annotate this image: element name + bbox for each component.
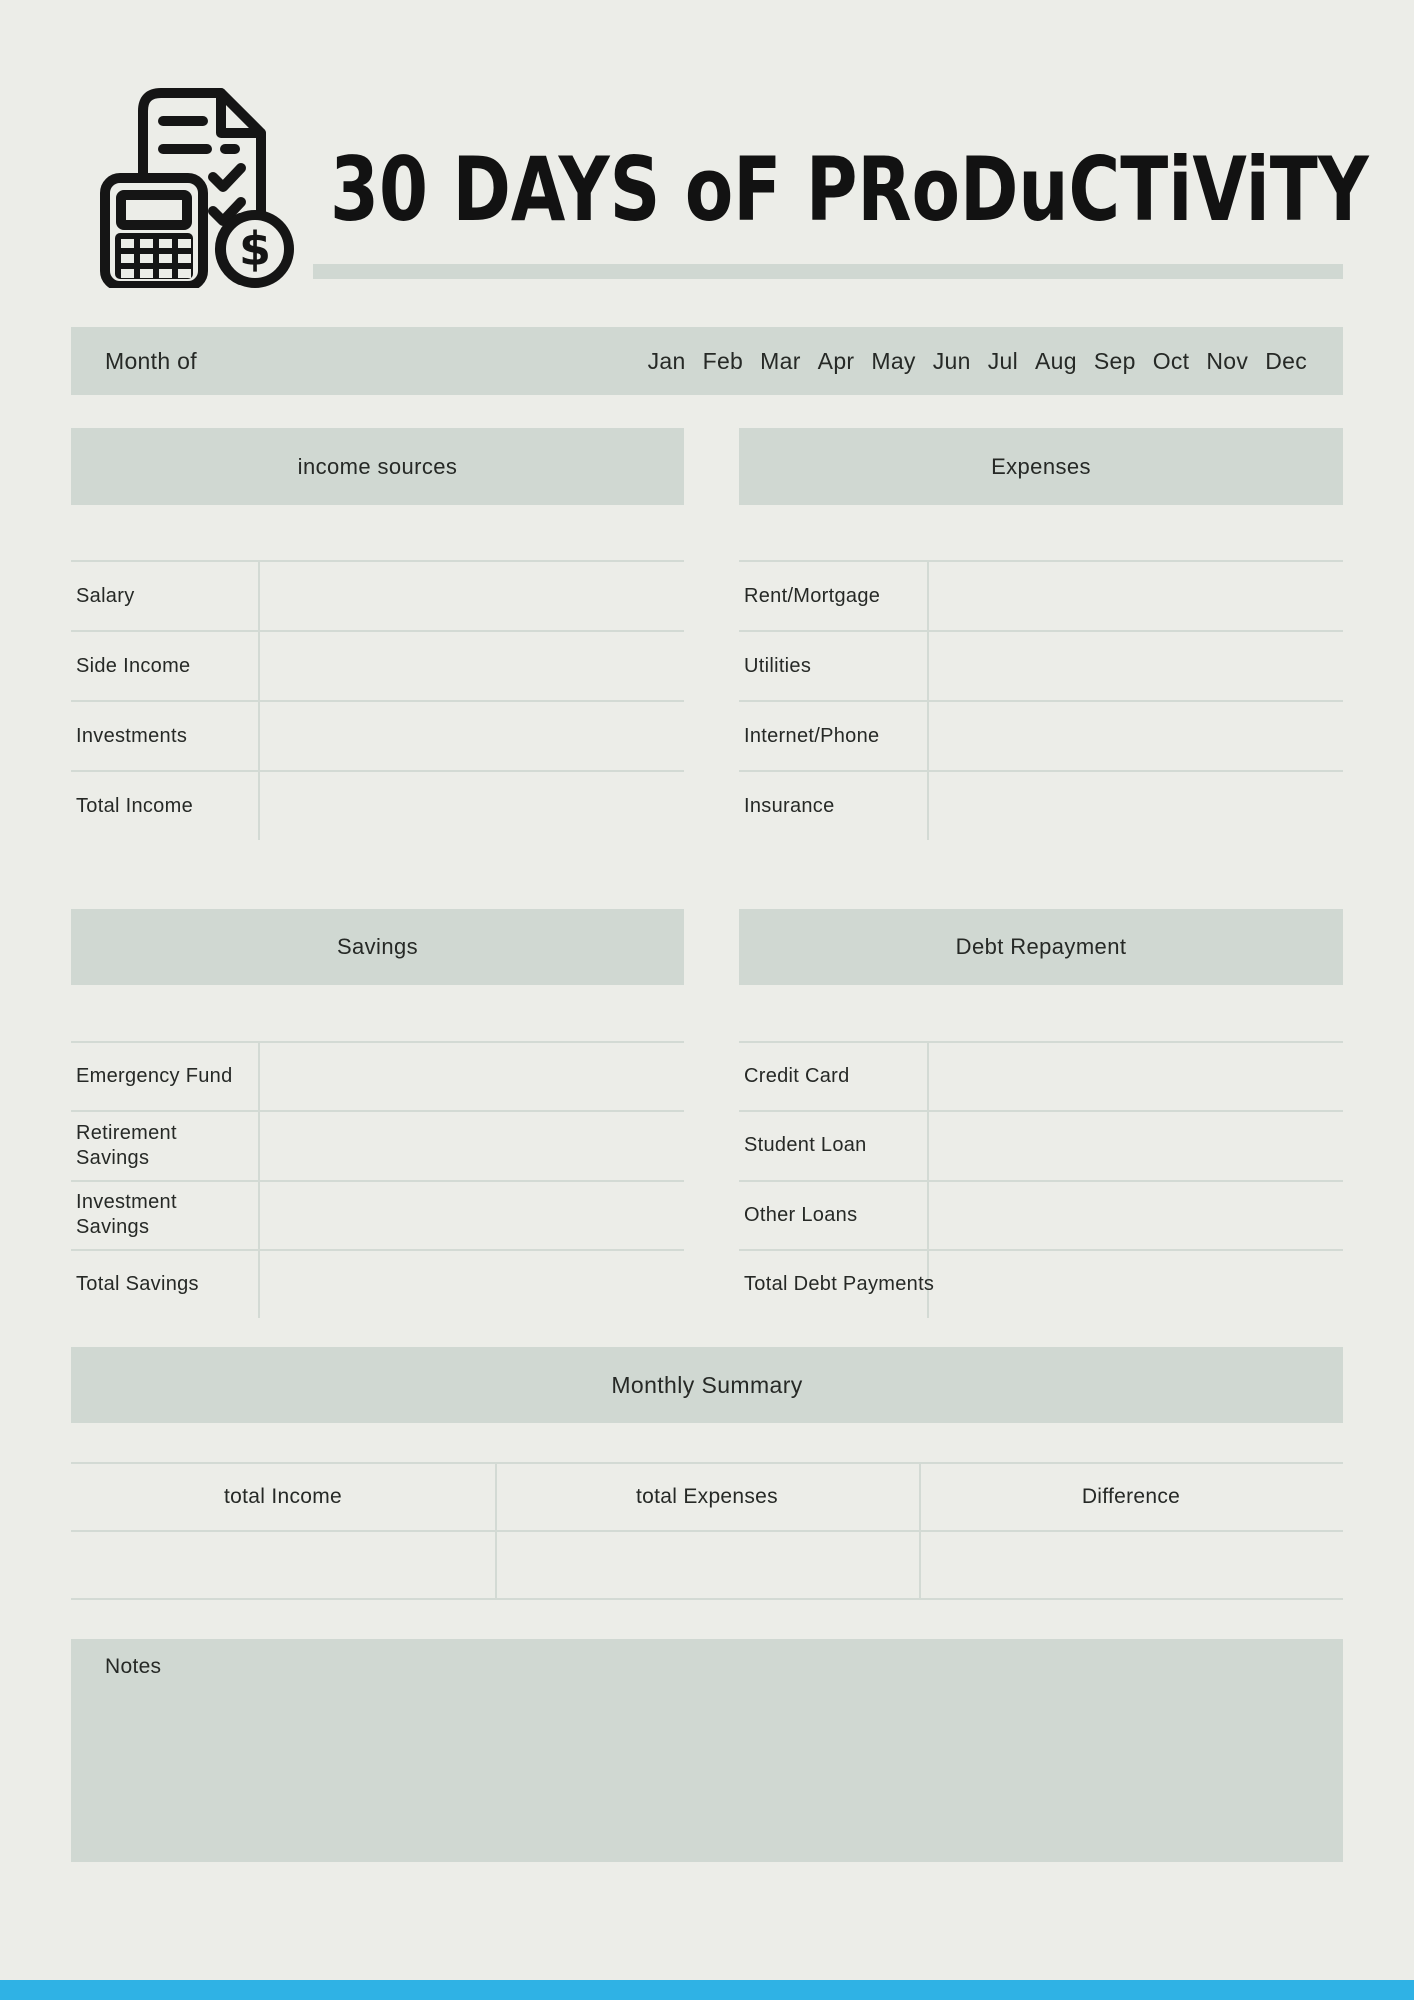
income-table (71, 560, 684, 840)
month-of-label: Month of (105, 347, 197, 374)
investments-value-cell[interactable] (258, 702, 684, 770)
column-divider (495, 1462, 497, 1600)
table-row (71, 560, 684, 630)
table-row (739, 700, 1343, 770)
column-divider (919, 1462, 921, 1600)
table-row (739, 1041, 1343, 1110)
salary-label: Salary (76, 584, 135, 607)
total-debt-payments-value-cell[interactable] (927, 1251, 1343, 1318)
notes-area[interactable] (71, 1639, 1343, 1862)
page-title: 30 DAYS oF PRoDuCTiViTY (330, 138, 1369, 241)
debt-repayment-table (739, 1041, 1343, 1318)
footer-accent-bar (0, 1980, 1414, 2000)
rent-mortgage-value-cell[interactable] (927, 562, 1343, 630)
month-options (648, 327, 1307, 395)
insurance-label: Insurance (744, 794, 835, 817)
column-divider (927, 560, 929, 840)
salary-value-cell[interactable] (258, 562, 684, 630)
expenses-header: Expenses (739, 428, 1343, 505)
student-loan-value-cell[interactable] (927, 1112, 1343, 1179)
summary-header-row (71, 1462, 1343, 1530)
total-income-label: Total Income (76, 794, 193, 817)
month-dec[interactable]: Dec (1265, 347, 1307, 374)
table-row (71, 770, 684, 840)
month-mar[interactable]: Mar (760, 347, 801, 374)
month-nov[interactable]: Nov (1206, 347, 1249, 374)
student-loan-label: Student Loan (744, 1134, 867, 1157)
month-jul[interactable]: Jul (987, 347, 1019, 374)
internet-phone-value-cell[interactable] (927, 702, 1343, 770)
emergency-fund-label: Emergency Fund (76, 1065, 233, 1088)
other-loans-value-cell[interactable] (927, 1182, 1343, 1249)
difference-value-cell[interactable] (919, 1532, 1343, 1598)
month-jun[interactable]: Jun (932, 347, 971, 374)
internet-phone-label: Internet/Phone (744, 724, 880, 747)
emergency-fund-value-cell[interactable] (258, 1043, 684, 1110)
month-feb[interactable]: Feb (702, 347, 744, 374)
rent-mortgage-label: Rent/Mortgage (744, 584, 881, 607)
credit-card-value-cell[interactable] (927, 1043, 1343, 1110)
savings-table (71, 1041, 684, 1318)
notes-label: Notes (105, 1655, 162, 1678)
savings-header: Savings (71, 909, 684, 985)
total-debt-payments-label: Total Debt Payments (744, 1272, 935, 1295)
table-row (739, 560, 1343, 630)
column-divider (258, 560, 260, 840)
month-may[interactable]: May (871, 347, 916, 374)
table-row (71, 1041, 684, 1110)
total-income-value-cell[interactable] (258, 772, 684, 840)
summary-values-row (71, 1530, 1343, 1600)
month-bar (71, 327, 1343, 395)
total-income-value-cell[interactable] (71, 1532, 495, 1598)
calculator-receipt-money-icon (85, 73, 305, 288)
month-apr[interactable]: Apr (817, 347, 855, 374)
total-expenses-value-cell[interactable] (495, 1532, 919, 1598)
income-sources-header: income sources (71, 428, 684, 505)
table-row (71, 1110, 684, 1179)
total-savings-value-cell[interactable] (258, 1251, 684, 1318)
table-row (739, 1110, 1343, 1179)
monthly-summary-header: Monthly Summary (71, 1347, 1343, 1423)
calculator-display (121, 195, 187, 225)
month-aug[interactable]: Aug (1035, 347, 1077, 374)
table-row (739, 1180, 1343, 1249)
other-loans-label: Other Loans (744, 1203, 858, 1226)
checkmark-1 (213, 168, 241, 187)
side-income-label: Side Income (76, 654, 191, 677)
side-income-value-cell[interactable] (258, 632, 684, 700)
table-row (71, 630, 684, 700)
month-sep[interactable]: Sep (1093, 347, 1136, 374)
utilities-value-cell[interactable] (927, 632, 1343, 700)
title-underline-bar (313, 264, 1343, 279)
dollar-glyph: $ (238, 222, 272, 276)
retirement-savings-value-cell[interactable] (258, 1112, 684, 1179)
table-row (71, 1180, 684, 1249)
investment-savings-value-cell[interactable] (258, 1182, 684, 1249)
table-row (71, 1249, 684, 1318)
table-row (739, 1249, 1343, 1318)
month-oct[interactable]: Oct (1152, 347, 1190, 374)
insurance-value-cell[interactable] (927, 772, 1343, 840)
difference-column-header: Difference (1081, 1485, 1181, 1508)
total-savings-label: Total Savings (76, 1272, 199, 1295)
table-row (739, 770, 1343, 840)
total-expenses-column-header: total Expenses (636, 1485, 778, 1508)
total-income-column-header: total Income (224, 1485, 342, 1508)
column-divider (258, 1041, 260, 1318)
utilities-label: Utilities (744, 654, 812, 677)
debt-repayment-header: Debt Repayment (739, 909, 1343, 985)
investments-label: Investments (76, 724, 188, 747)
credit-card-label: Credit Card (744, 1065, 850, 1088)
month-jan[interactable]: Jan (647, 347, 686, 374)
table-row (71, 700, 684, 770)
retirement-savings-label: Retirement Savings (76, 1121, 177, 1169)
monthly-summary-table (71, 1462, 1343, 1600)
table-row (739, 630, 1343, 700)
investment-savings-label: Investment Savings (76, 1191, 177, 1239)
expenses-table (739, 560, 1343, 840)
